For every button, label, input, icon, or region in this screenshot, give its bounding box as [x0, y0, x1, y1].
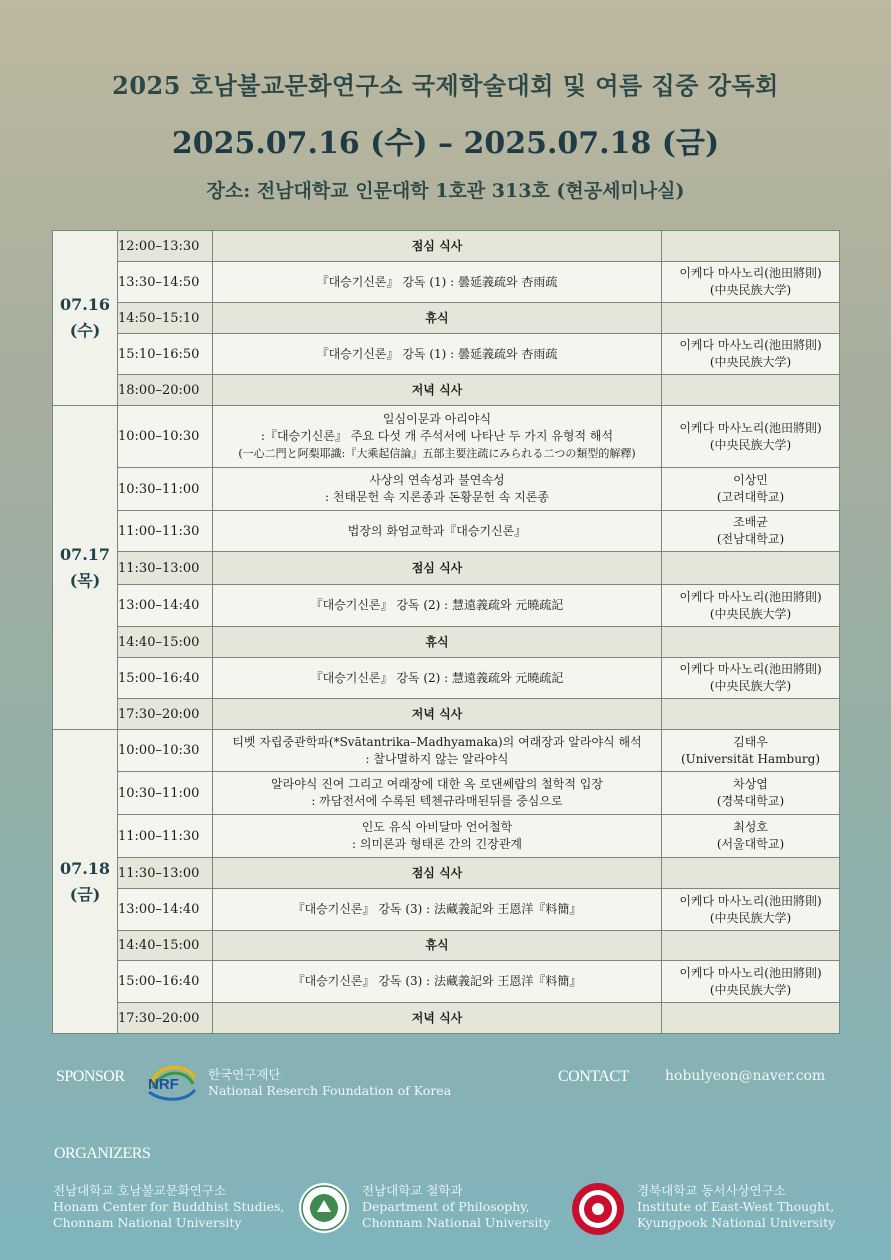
time-cell: 14:40–15:00 — [118, 627, 213, 658]
speaker-cell-line: 김태우 — [733, 734, 768, 749]
speaker-cell-line: (전남대학교) — [716, 532, 785, 546]
organizer-1-name-en: Honam Center for Buddhist Studies, — [53, 1199, 285, 1214]
title-cell-line: 티벳 자립중관학파(*Svātantrika–Madhyamaka)의 여래장과 알라야식 해석 — [232, 734, 642, 749]
title-cell: 저녁 식사 — [213, 699, 662, 730]
schedule-row — [53, 468, 840, 511]
speaker-cell — [662, 1003, 840, 1034]
organizer-3-name-ko: 경북대학교 동서사상연구소 — [637, 1183, 786, 1198]
schedule-row — [53, 552, 840, 585]
speaker-cell — [662, 334, 840, 375]
speaker-cell-line: 이케다 마사노리(池田將則) — [679, 589, 822, 604]
title-cell: 점심 식사 — [213, 231, 662, 262]
speaker-cell-line: (서울대학교) — [716, 837, 785, 851]
speaker-cell-line: (中央民族大学) — [709, 910, 792, 925]
day-weekday: (수) — [69, 321, 101, 340]
day-cell — [53, 730, 118, 1034]
time-cell: 15:00–16:40 — [118, 961, 213, 1003]
organizer-2-name-en: Department of Philosophy, — [362, 1199, 530, 1214]
day-date: 07.18 — [59, 858, 111, 878]
title-cell — [213, 730, 662, 772]
day-weekday: (목) — [69, 570, 101, 590]
time-cell: 11:30–13:00 — [118, 858, 213, 889]
title-cell-line: : 까담전서에 수록된 텍첸규라매된뒤를 중심으로 — [311, 794, 563, 808]
schedule-row — [53, 262, 840, 303]
time-cell: 10:00–10:30 — [118, 730, 213, 772]
title-cell: 『대승기신론』 강독 (2) : 慧遠義疏와 元曉疏記 — [213, 585, 662, 627]
schedule-row — [53, 699, 840, 730]
speaker-cell-line: 최성호 — [733, 820, 768, 834]
nrf-logo-icon — [145, 1062, 197, 1102]
contact-label: CONTACT — [558, 1068, 629, 1085]
speaker-cell-line: (Universität Hamburg) — [680, 751, 821, 766]
schedule-row — [53, 406, 840, 468]
speaker-cell-line: (고려대학교) — [716, 490, 785, 504]
time-cell: 17:30–20:00 — [118, 1003, 213, 1034]
time-cell: 15:00–16:40 — [118, 658, 213, 699]
title-cell — [213, 772, 662, 815]
time-cell: 11:00–11:30 — [118, 815, 213, 858]
schedule-row — [53, 658, 840, 699]
speaker-cell — [662, 658, 840, 699]
title-cell: 『대승기신론』 강독 (1) : 曇延義疏와 杏雨疏 — [213, 334, 662, 375]
time-cell: 11:00–11:30 — [118, 511, 213, 552]
speaker-cell — [662, 585, 840, 627]
speaker-cell-line: 이케다 마사노리(池田將則) — [679, 338, 822, 352]
day-weekday: (금) — [69, 884, 101, 904]
chonnam-seal-icon — [298, 1182, 350, 1234]
speaker-cell — [662, 511, 840, 552]
speaker-cell — [662, 961, 840, 1003]
organizers-label: ORGANIZERS — [54, 1145, 151, 1162]
title-cell — [213, 468, 662, 511]
speaker-cell-line: 조배균 — [733, 515, 768, 529]
speaker-cell-line: (中央民族大学) — [709, 982, 792, 997]
speaker-cell — [662, 772, 840, 815]
title-cell: 『대승기신론』 강독 (2) : 慧遠義疏와 元曉疏記 — [213, 658, 662, 699]
title-cell-line: 일심이문과 아리야식 — [382, 412, 492, 426]
schedule-row — [53, 730, 840, 772]
schedule-row — [53, 627, 840, 658]
schedule-table — [52, 230, 840, 1034]
speaker-cell-line: (中央民族大学) — [709, 355, 792, 369]
speaker-cell-line: 이케다 마사노리(池田將則) — [679, 420, 822, 435]
speaker-cell-line: (中央民族大学) — [709, 606, 792, 621]
title-cell-line: : 의미론과 형태론 간의 긴장관계 — [352, 837, 522, 851]
time-cell: 18:00–20:00 — [118, 375, 213, 406]
speaker-cell — [662, 730, 840, 772]
title-cell-line: 사상의 연속성과 불연속성 — [369, 473, 505, 487]
speaker-cell — [662, 889, 840, 931]
speaker-cell-line: 이케다 마사노리(池田將則) — [679, 965, 822, 980]
organizer-3-university: Kyungpook National University — [637, 1215, 836, 1230]
time-cell: 10:30–11:00 — [118, 468, 213, 511]
speaker-cell-line: (中央民族大学) — [709, 437, 792, 452]
event-venue: 장소: 전남대학교 인문대학 1호관 313호 (현공세미나실) — [206, 180, 685, 202]
schedule-row — [53, 585, 840, 627]
schedule-row — [53, 375, 840, 406]
title-cell: 『대승기신론』 강독 (1) : 曇延義疏와 杏雨疏 — [213, 262, 662, 303]
schedule-row — [53, 772, 840, 815]
time-cell: 13:00–14:40 — [118, 585, 213, 627]
title-cell-line: 알라야식 진여 그리고 여래장에 대한 옥 로댄쎄랍의 철학적 입장 — [271, 777, 603, 791]
time-cell: 14:40–15:00 — [118, 931, 213, 961]
schedule-row — [53, 931, 840, 961]
schedule-row — [53, 858, 840, 889]
organizer-1-university: Chonnam National University — [53, 1215, 242, 1230]
speaker-cell — [662, 931, 840, 961]
title-cell: 저녁 식사 — [213, 375, 662, 406]
title-cell: 저녁 식사 — [213, 1003, 662, 1034]
speaker-cell — [662, 262, 840, 303]
sponsor-name-ko: 한국연구재단 — [208, 1067, 281, 1082]
speaker-cell — [662, 468, 840, 511]
speaker-cell-line: (中央民族大学) — [709, 679, 792, 693]
speaker-cell — [662, 231, 840, 262]
title-cell: 법장의 화엄교학과『대승기신론』 — [213, 511, 662, 552]
title-cell-line: :『대승기신론』 주요 다섯 개 주석서에 나타난 두 가지 유형적 해석 — [260, 429, 614, 443]
speaker-cell-line: 이케다 마사노리(池田將則) — [679, 266, 822, 280]
organizer-2-name-ko: 전남대학교 철학과 — [362, 1183, 463, 1198]
time-cell: 14:50–15:10 — [118, 303, 213, 334]
day-cell — [53, 231, 118, 406]
schedule-row — [53, 961, 840, 1003]
speaker-cell-line: 차상엽 — [733, 777, 768, 791]
schedule-row — [53, 889, 840, 931]
title-cell-line: : 천태문헌 속 지론종과 돈황문헌 속 지론종 — [325, 490, 549, 504]
title-cell-line: : 찰나멸하지 않는 알라야식 — [365, 751, 509, 766]
speaker-cell-line: (경북대학교) — [716, 794, 785, 808]
time-cell: 15:10–16:50 — [118, 334, 213, 375]
sponsor-label: SPONSOR — [56, 1068, 125, 1085]
title-cell: 『대승기신론』 강독 (3) : 法藏義記와 王恩洋『料簡』 — [213, 961, 662, 1003]
schedule-row — [53, 334, 840, 375]
time-cell: 13:00–14:40 — [118, 889, 213, 931]
event-title: 2025 호남불교문화연구소 국제학술대회 및 여름 집중 강독회 — [112, 71, 779, 100]
schedule-row — [53, 231, 840, 262]
title-cell-line: (一心二門と阿梨耶識:『大乘起信論』五部主要注疏にみられる二つの類型的解釋) — [238, 447, 636, 460]
time-cell: 17:30–20:00 — [118, 699, 213, 730]
title-cell: 휴식 — [213, 303, 662, 334]
title-cell: 휴식 — [213, 931, 662, 961]
speaker-cell — [662, 627, 840, 658]
sponsor-name-en: National Reserch Foundation of Korea — [208, 1083, 452, 1098]
organizer-2-university: Chonnam National University — [362, 1215, 551, 1230]
speaker-cell — [662, 815, 840, 858]
time-cell: 10:30–11:00 — [118, 772, 213, 815]
day-date: 07.17 — [59, 544, 111, 564]
speaker-cell-line: (中央民族大学) — [709, 283, 792, 297]
title-cell — [213, 406, 662, 468]
title-cell — [213, 815, 662, 858]
title-cell-line: 인도 유식 아비달마 언어철학 — [361, 820, 513, 834]
speaker-cell — [662, 303, 840, 334]
event-date-range: 2025.07.16 (수) – 2025.07.18 (금) — [171, 126, 720, 161]
day-date: 07.16 — [59, 295, 111, 314]
day-cell — [53, 406, 118, 730]
organizer-3-name-en: Institute of East-West Thought, — [637, 1199, 835, 1214]
nrf-logo-text: NRF — [148, 1076, 179, 1093]
schedule-row — [53, 815, 840, 858]
title-cell: 점심 식사 — [213, 552, 662, 585]
title-cell: 『대승기신론』 강독 (3) : 法藏義記와 王恩洋『料簡』 — [213, 889, 662, 931]
schedule-row — [53, 511, 840, 552]
time-cell: 12:00–13:30 — [118, 231, 213, 262]
schedule-row — [53, 1003, 840, 1034]
schedule-row — [53, 303, 840, 334]
time-cell: 11:30–13:00 — [118, 552, 213, 585]
speaker-cell — [662, 552, 840, 585]
time-cell: 13:30–14:50 — [118, 262, 213, 303]
kyungpook-seal-icon — [571, 1182, 625, 1236]
organizer-1-name-ko: 전남대학교 호남불교문화연구소 — [53, 1183, 227, 1198]
title-cell: 휴식 — [213, 627, 662, 658]
speaker-cell-line: 이케다 마사노리(池田將則) — [679, 893, 822, 908]
contact-email[interactable]: hobulyeon@naver.com — [665, 1068, 826, 1084]
speaker-cell-line: 이상민 — [733, 473, 768, 487]
speaker-cell — [662, 375, 840, 406]
speaker-cell — [662, 406, 840, 468]
time-cell: 10:00–10:30 — [118, 406, 213, 468]
title-cell: 점심 식사 — [213, 858, 662, 889]
speaker-cell — [662, 699, 840, 730]
speaker-cell-line: 이케다 마사노리(池田將則) — [679, 662, 822, 676]
speaker-cell — [662, 858, 840, 889]
